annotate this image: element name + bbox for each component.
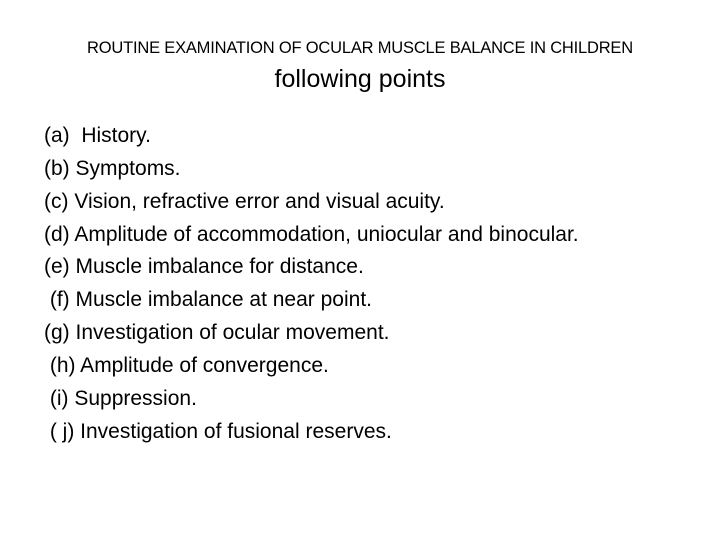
list-item: (b) Symptoms.: [44, 157, 181, 180]
title-main: ROUTINE EXAMINATION OF OCULAR MUSCLE BALANCE IN CHILDREN: [87, 39, 633, 57]
points-list: [44, 124, 644, 453]
list-item: (d) Amplitude of accommodation, uniocular and binocular.: [44, 223, 579, 246]
title-subtitle: following points: [274, 65, 446, 93]
list-item: (e) Muscle imbalance for distance.: [44, 255, 364, 278]
slide-title: [0, 38, 720, 94]
list-item: ( j) Investigation of fusional reserves.: [44, 420, 392, 443]
list-item: (i) Suppression.: [44, 387, 197, 410]
list-item: (g) Investigation of ocular movement.: [44, 321, 390, 344]
list-item: (h) Amplitude of convergence.: [44, 354, 329, 377]
list-item: (c) Vision, refractive error and visual acuity.: [44, 190, 445, 213]
list-item: (f) Muscle imbalance at near point.: [44, 288, 372, 311]
list-item: (a) History.: [44, 124, 151, 147]
